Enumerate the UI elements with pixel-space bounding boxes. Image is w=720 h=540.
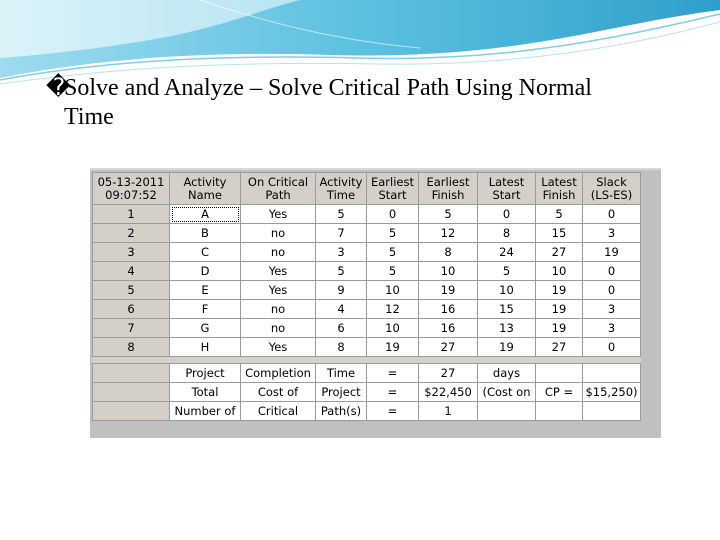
col-header-line1: Activity	[183, 174, 227, 189]
table-cell[interactable]: 12	[419, 224, 478, 243]
table-cell-selected[interactable]: A	[170, 205, 241, 224]
table-cell[interactable]: 5	[536, 205, 583, 224]
table-cell[interactable]: 19	[419, 281, 478, 300]
table-cell[interactable]: 13	[478, 319, 536, 338]
separator-cell	[419, 357, 478, 364]
col-header-line1: Latest	[488, 174, 525, 189]
col-header-latest-start	[478, 173, 536, 205]
table-cell[interactable]	[536, 364, 583, 383]
summary-row-total-cost[interactable]	[93, 383, 641, 402]
summary-row-completion-time[interactable]	[93, 364, 641, 383]
col-header-line2: Finish	[542, 187, 576, 202]
summary-row-critical-paths[interactable]	[93, 402, 641, 421]
row-number	[93, 402, 170, 421]
table-cell[interactable]: 8	[478, 224, 536, 243]
table-row[interactable]	[93, 224, 641, 243]
table-cell[interactable]: D	[170, 262, 241, 281]
table-cell[interactable]: 15	[536, 224, 583, 243]
table-cell[interactable]: $15,250)	[583, 383, 641, 402]
table-cell[interactable]: 19	[536, 281, 583, 300]
col-header-line1: Activity	[319, 174, 363, 189]
table-cell[interactable]: 16	[419, 319, 478, 338]
col-header-activity-time	[316, 173, 367, 205]
table-cell[interactable]: 10	[536, 262, 583, 281]
table-cell[interactable]: 0	[583, 205, 641, 224]
table-cell[interactable]: 5	[367, 262, 419, 281]
table-row[interactable]	[93, 281, 641, 300]
col-header-earliest-start	[367, 173, 419, 205]
col-header-line2: Start	[378, 187, 407, 202]
table-cell[interactable]: Project	[316, 383, 367, 402]
table-cell[interactable]: 9	[316, 281, 367, 300]
table-cell[interactable]: H	[170, 338, 241, 357]
table-cell[interactable]: 10	[419, 262, 478, 281]
table-cell[interactable]: 0	[583, 262, 641, 281]
table-cell[interactable]: 5	[419, 205, 478, 224]
col-header-line2: Name	[188, 187, 222, 202]
separator-cell	[536, 357, 583, 364]
table-cell[interactable]: CP =	[536, 383, 583, 402]
table-row[interactable]	[93, 300, 641, 319]
col-header-line1: On Critical	[247, 174, 309, 189]
table-cell[interactable]: 19	[536, 300, 583, 319]
table-cell[interactable]: 12	[367, 300, 419, 319]
table-cell[interactable]: 19	[583, 243, 641, 262]
header-row	[93, 173, 641, 205]
table-cell[interactable]: 3	[583, 319, 641, 338]
table-cell[interactable]: C	[170, 243, 241, 262]
table-cell[interactable]: 27	[419, 338, 478, 357]
table-cell[interactable]: 3	[583, 224, 641, 243]
table-cell[interactable]: 0	[478, 205, 536, 224]
separator-cell	[583, 357, 641, 364]
table-cell[interactable]: 19	[478, 338, 536, 357]
table-cell[interactable]: 0	[583, 281, 641, 300]
table-cell[interactable]	[536, 402, 583, 421]
table-cell[interactable]: Time	[316, 364, 367, 383]
row-number: 3	[93, 243, 170, 262]
table-cell[interactable]: 10	[478, 281, 536, 300]
table-cell[interactable]: Yes	[241, 281, 316, 300]
table-cell[interactable]: 5	[316, 262, 367, 281]
row-number: 7	[93, 319, 170, 338]
table-cell[interactable]	[583, 402, 641, 421]
table-cell[interactable]: $22,450	[419, 383, 478, 402]
table-cell[interactable]: days	[478, 364, 536, 383]
table-cell[interactable]: Yes	[241, 262, 316, 281]
row-number: 1	[93, 205, 170, 224]
table-cell[interactable]: 5	[478, 262, 536, 281]
table-row[interactable]	[93, 243, 641, 262]
col-header-line2: Finish	[431, 187, 465, 202]
separator-cell	[241, 357, 316, 364]
table-cell[interactable]: 5	[316, 205, 367, 224]
separator-row	[93, 357, 641, 364]
table-cell[interactable]: 7	[316, 224, 367, 243]
table-cell[interactable]: E	[170, 281, 241, 300]
table-cell[interactable]: =	[367, 383, 419, 402]
table-cell[interactable]: 5	[367, 243, 419, 262]
table-cell[interactable]: Completion	[241, 364, 316, 383]
table-cell[interactable]: 8	[419, 243, 478, 262]
table-cell[interactable]: 15	[478, 300, 536, 319]
table-row[interactable]	[93, 338, 641, 357]
table-cell[interactable]: 27	[419, 364, 478, 383]
table-cell[interactable]: no	[241, 243, 316, 262]
table-cell[interactable]: G	[170, 319, 241, 338]
table-cell[interactable]: 6	[316, 319, 367, 338]
table-cell[interactable]: no	[241, 300, 316, 319]
table-cell[interactable]: 10	[367, 281, 419, 300]
separator-cell	[478, 357, 536, 364]
table-cell[interactable]: =	[367, 402, 419, 421]
table-cell[interactable]: F	[170, 300, 241, 319]
title-bullet: �	[46, 75, 71, 101]
separator-cell	[367, 357, 419, 364]
col-header-line1: Earliest	[426, 174, 470, 189]
table-cell[interactable]	[583, 364, 641, 383]
title-line-1: Solve and Analyze – Solve Critical Path Using Normal	[64, 75, 592, 101]
table-cell[interactable]: 27	[536, 243, 583, 262]
table-cell[interactable]: 1	[419, 402, 478, 421]
table-cell[interactable]	[478, 402, 536, 421]
col-header-line2: Time	[326, 187, 356, 202]
table-cell[interactable]: Cost of	[241, 383, 316, 402]
col-header-line2: Start	[492, 187, 521, 202]
row-number: 5	[93, 281, 170, 300]
table-cell[interactable]: 19	[536, 319, 583, 338]
table-cell[interactable]: 16	[419, 300, 478, 319]
table-cell[interactable]: no	[241, 224, 316, 243]
table-cell[interactable]: 4	[316, 300, 367, 319]
col-header-latest-finish	[536, 173, 583, 205]
table-cell[interactable]: 8	[316, 338, 367, 357]
table-cell[interactable]: 24	[478, 243, 536, 262]
table-cell[interactable]: 3	[316, 243, 367, 262]
col-header-activity-name	[170, 173, 241, 205]
table-cell[interactable]: Critical	[241, 402, 316, 421]
table-cell[interactable]: 0	[367, 205, 419, 224]
results-grid-panel	[90, 168, 661, 438]
table-row[interactable]	[93, 205, 641, 224]
table-cell[interactable]: =	[367, 364, 419, 383]
table-cell[interactable]: 10	[367, 319, 419, 338]
row-number: 6	[93, 300, 170, 319]
table-cell[interactable]: Total	[170, 383, 241, 402]
row-number: 4	[93, 262, 170, 281]
row-number	[93, 364, 170, 383]
table-cell[interactable]: Yes	[241, 338, 316, 357]
corner-cell	[93, 173, 170, 205]
table-row[interactable]	[93, 319, 641, 338]
col-header-line1: Slack	[596, 174, 627, 189]
col-header-earliest-finish	[419, 173, 478, 205]
corner-time: 09:07:52	[105, 187, 157, 202]
col-header-line2: (LS-ES)	[590, 187, 633, 202]
table-cell[interactable]: 0	[583, 338, 641, 357]
table-cell[interactable]: no	[241, 319, 316, 338]
title-line-2: Time	[64, 104, 114, 130]
table-cell[interactable]: Project	[170, 364, 241, 383]
corner-date: 05-13-2011	[97, 174, 165, 189]
table-cell[interactable]: 3	[583, 300, 641, 319]
col-header-line1: Earliest	[370, 174, 414, 189]
separator-cell	[170, 357, 241, 364]
row-number: 8	[93, 338, 170, 357]
separator-cell	[316, 357, 367, 364]
separator-cell	[93, 357, 170, 364]
col-header-line2: Path	[265, 187, 291, 202]
col-header-slack	[583, 173, 641, 205]
table-row[interactable]	[93, 262, 641, 281]
table-cell[interactable]: 5	[367, 224, 419, 243]
table-cell[interactable]: Yes	[241, 205, 316, 224]
table-cell[interactable]: 27	[536, 338, 583, 357]
table-cell[interactable]: B	[170, 224, 241, 243]
row-number	[93, 383, 170, 402]
row-number: 2	[93, 224, 170, 243]
table-cell[interactable]: 19	[367, 338, 419, 357]
table-cell[interactable]: (Cost on	[478, 383, 536, 402]
col-header-line1: Latest	[541, 174, 577, 189]
critical-path-table	[92, 172, 641, 421]
table-cell[interactable]: Path(s)	[316, 402, 367, 421]
table-cell[interactable]: Number of	[170, 402, 241, 421]
col-header-on-critical-path	[241, 173, 316, 205]
